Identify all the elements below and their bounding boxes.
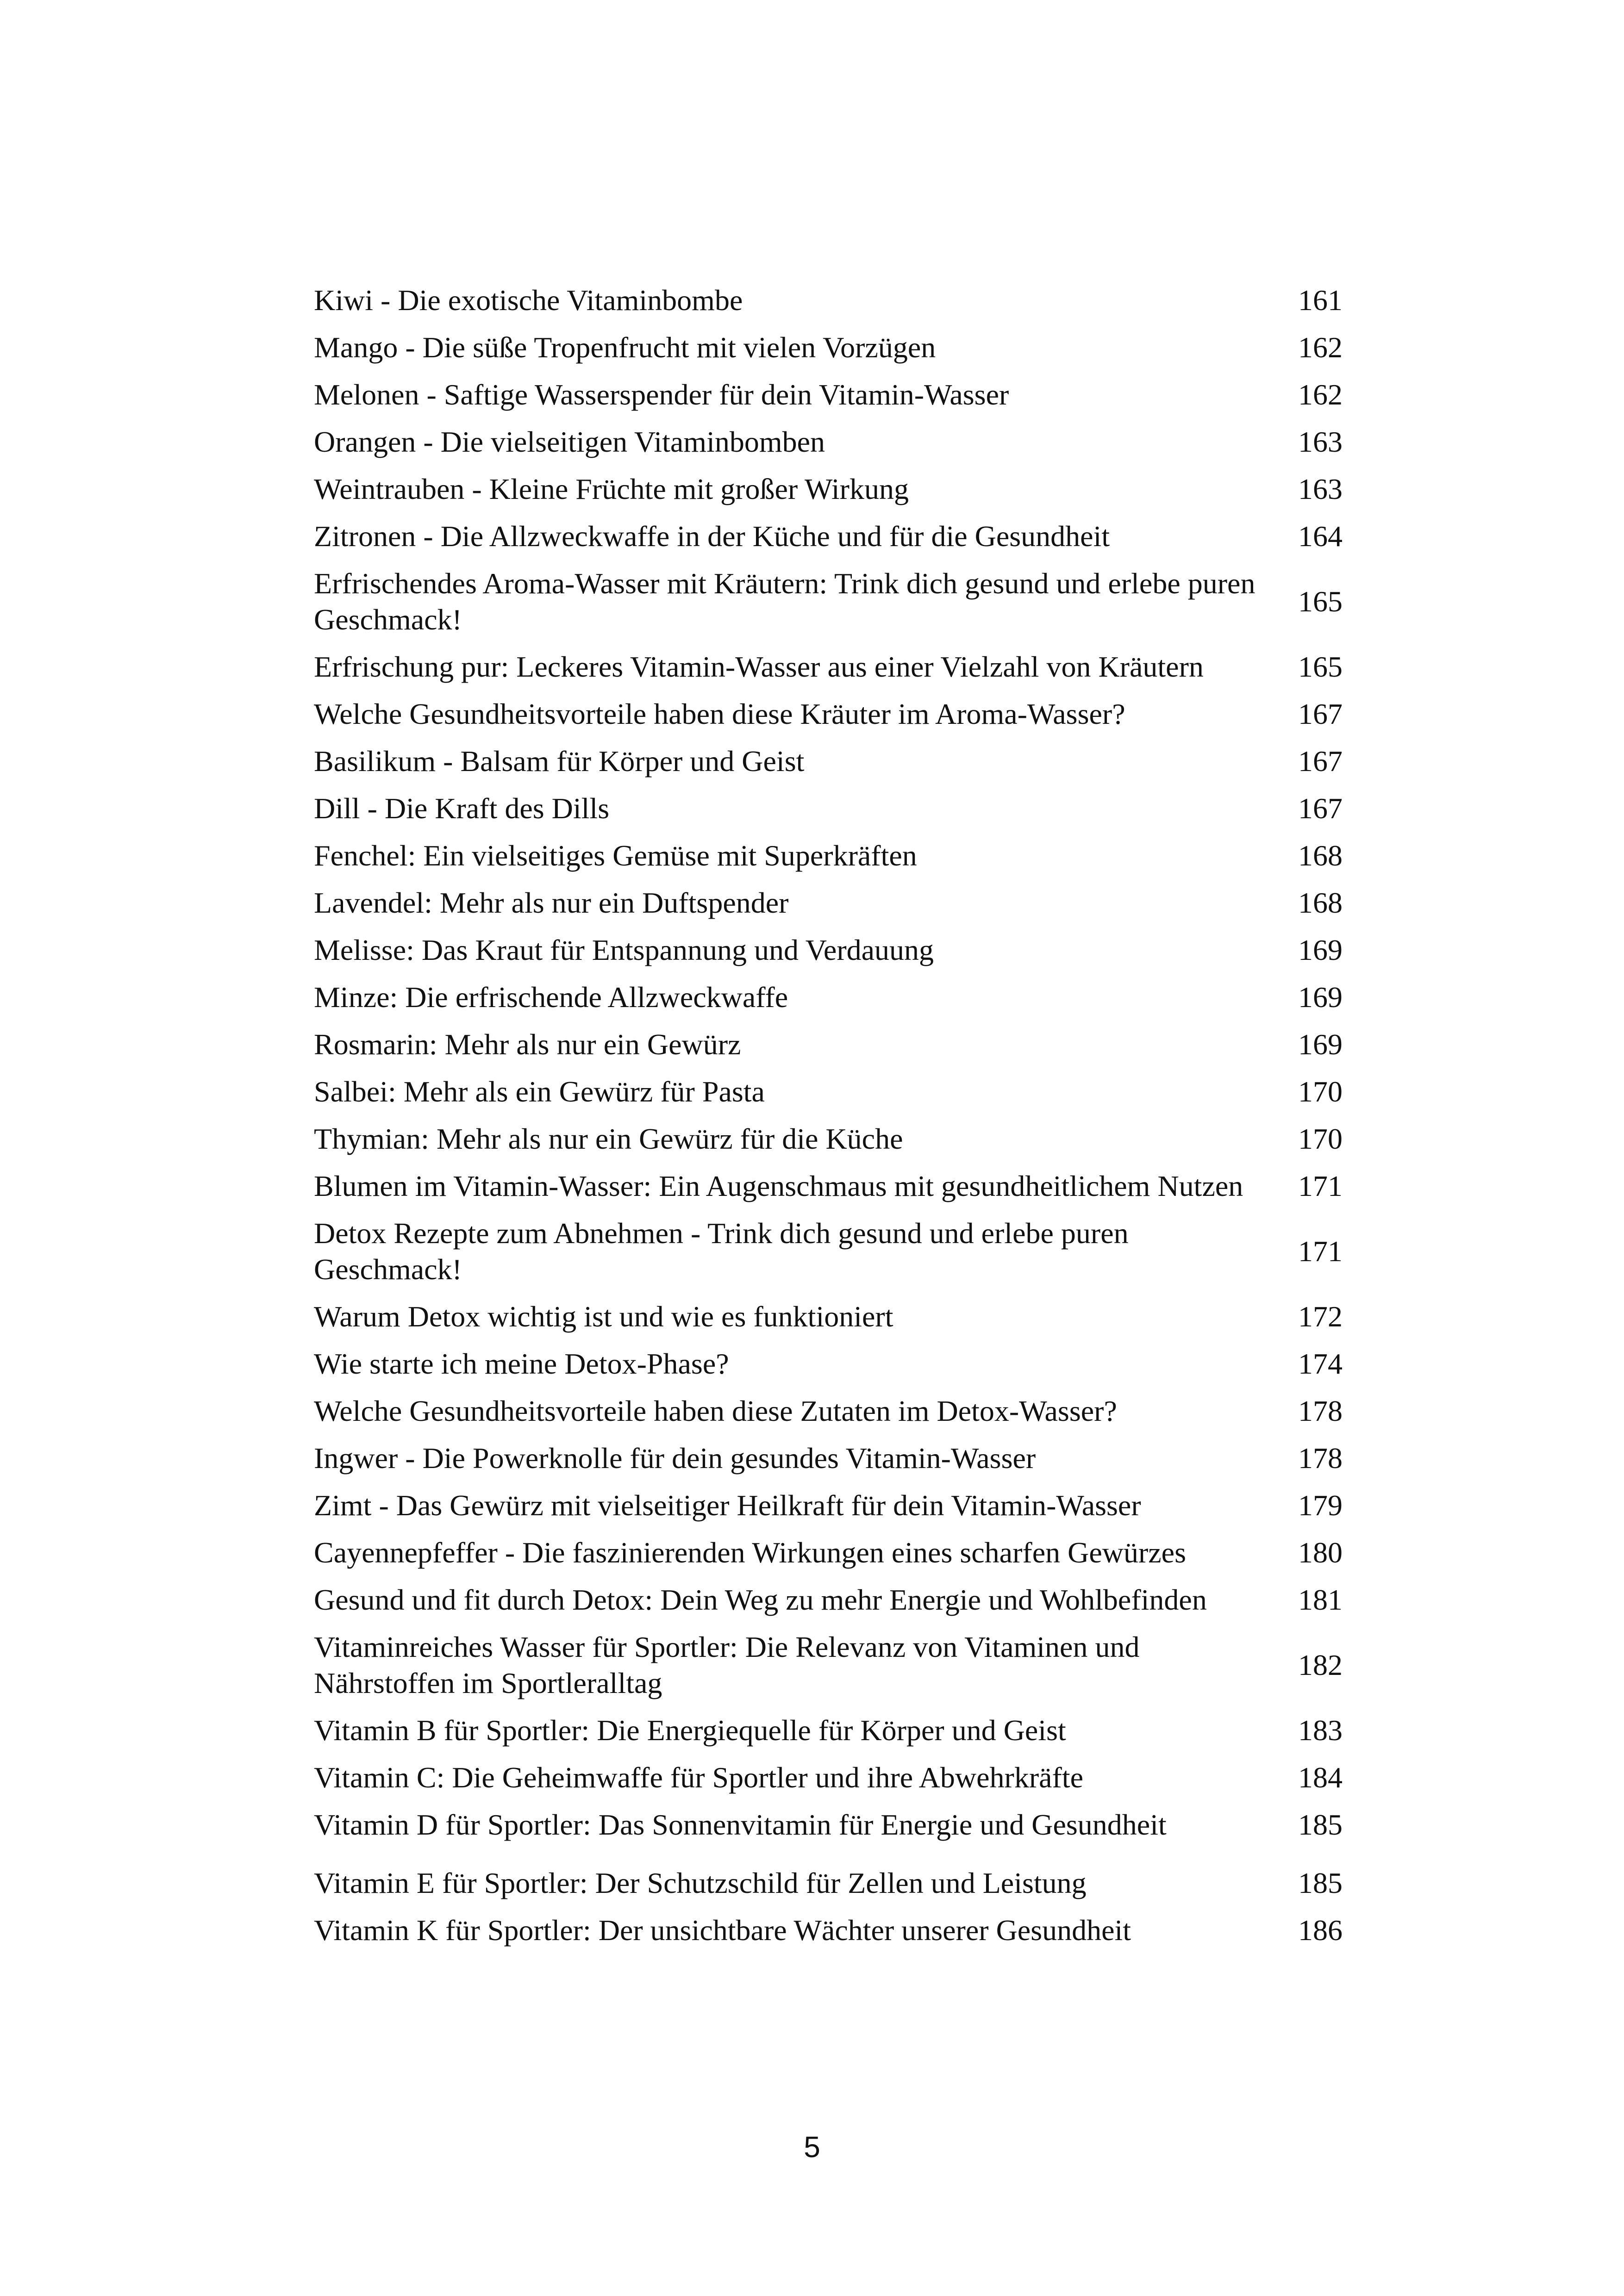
toc-entry-page: 170 (1298, 1075, 1343, 1108)
toc-entry-page: 181 (1298, 1583, 1343, 1616)
toc-entry-title: Melisse: Das Kraut für Entspannung und Verdauung (314, 933, 934, 966)
toc-entry[interactable] (314, 1393, 1343, 1429)
toc-entry[interactable] (314, 1440, 1343, 1476)
toc-entry-title: Zitronen - Die Allzweckwaffe in der Küche und für die Gesundheit (314, 520, 1110, 553)
toc-entry-title: Rosmarin: Mehr als nur ein Gewürz (314, 1028, 741, 1061)
toc-entry-page: 172 (1298, 1300, 1343, 1333)
toc-entry-title: Weintrauben - Kleine Früchte mit großer Wirkung (314, 473, 909, 505)
toc-entry-page: 167 (1298, 792, 1343, 825)
toc-entry-title: Cayennepfeffer - Die faszinierenden Wirkungen eines scharfen Gewürzes (314, 1536, 1186, 1569)
toc-entry[interactable] (314, 566, 1343, 638)
page-number: 5 (804, 2130, 820, 2164)
toc-entry-title: Vitamin D für Sportler: Das Sonnenvitamin für Energie und Gesundheit (314, 1808, 1167, 1841)
toc-entry[interactable] (314, 1912, 1343, 1948)
toc-entry-page: 163 (1298, 425, 1343, 458)
toc-entry-page: 161 (1298, 284, 1343, 317)
toc-entry-title: Wie starte ich meine Detox-Phase? (314, 1347, 729, 1380)
toc-entry[interactable] (314, 1074, 1343, 1110)
toc-entry-title: Melonen - Saftige Wasserspender für dein Vitamin-Wasser (314, 378, 1009, 411)
toc-entry[interactable] (314, 1807, 1343, 1843)
toc-entry-page: 168 (1298, 839, 1343, 872)
toc-entry-page: 169 (1298, 981, 1343, 1014)
toc-entry-title: Fenchel: Ein vielseitiges Gemüse mit Superkräften (314, 839, 917, 872)
toc-entry-title: Basilikum - Balsam für Körper und Geist (314, 745, 805, 778)
toc-entry-title: Vitamin B für Sportler: Die Energiequelle für Körper und Geist (314, 1714, 1066, 1747)
toc-entry-page: 167 (1298, 745, 1343, 778)
toc-entry[interactable] (314, 1865, 1343, 1901)
toc-entry-title: Blumen im Vitamin-Wasser: Ein Augenschmaus mit gesundheitlichem Nutzen (314, 1170, 1243, 1202)
toc-entry-page: 162 (1298, 378, 1343, 411)
toc-entry[interactable] (314, 1712, 1343, 1748)
toc-entry[interactable] (314, 1346, 1343, 1382)
toc-entry[interactable] (314, 1487, 1343, 1524)
toc-entry-page: 186 (1298, 1914, 1343, 1947)
toc-entry[interactable] (314, 1535, 1343, 1571)
toc-entry-title: Detox Rezepte zum Abnehmen - Trink dich gesund und erlebe puren Geschmack! (314, 1217, 1129, 1286)
toc-entry-page: 169 (1298, 933, 1343, 966)
toc-entry-page: 178 (1298, 1442, 1343, 1475)
toc-entry[interactable] (314, 790, 1343, 827)
toc-entry-page: 165 (1298, 585, 1343, 618)
toc-entry-page: 168 (1298, 886, 1343, 919)
toc-entry-title: Warum Detox wichtig ist und wie es funktioniert (314, 1300, 893, 1333)
toc-entry-title: Erfrischendes Aroma-Wasser mit Kräutern: Trink dich gesund und erlebe puren Geschmack! (314, 567, 1255, 636)
toc-entry-page: 183 (1298, 1714, 1343, 1747)
toc-entry-title: Zimt - Das Gewürz mit vielseitiger Heilkraft für dein Vitamin-Wasser (314, 1489, 1141, 1522)
toc-entry[interactable] (314, 471, 1343, 507)
toc-entry-title: Vitamin E für Sportler: Der Schutzschild für Zellen und Leistung (314, 1867, 1087, 1899)
toc-entry-page: 185 (1298, 1867, 1343, 1899)
toc-entry[interactable] (314, 1027, 1343, 1063)
toc-entry[interactable] (314, 518, 1343, 554)
toc-entry[interactable] (314, 1629, 1343, 1701)
toc-entry[interactable] (314, 979, 1343, 1015)
toc-entry-title: Thymian: Mehr als nur ein Gewürz für die Küche (314, 1122, 903, 1155)
toc-entry-page: 178 (1298, 1394, 1343, 1427)
toc-entry-page: 162 (1298, 331, 1343, 364)
toc-entry-title: Ingwer - Die Powerknolle für dein gesundes Vitamin-Wasser (314, 1442, 1036, 1475)
toc-entry[interactable] (314, 743, 1343, 779)
toc-entry-title: Lavendel: Mehr als nur ein Duftspender (314, 886, 789, 919)
toc-entry-title: Vitamin C: Die Geheimwaffe für Sportler und ihre Abwehrkräfte (314, 1761, 1084, 1794)
toc-entry-title: Orangen - Die vielseitigen Vitaminbomben (314, 425, 825, 458)
toc-entry-page: 170 (1298, 1122, 1343, 1155)
toc-entry[interactable] (314, 1299, 1343, 1335)
toc-entry-page: 174 (1298, 1347, 1343, 1380)
toc-entry[interactable] (314, 1215, 1343, 1288)
toc-entry[interactable] (314, 282, 1343, 318)
toc-entry-title: Kiwi - Die exotische Vitaminbombe (314, 284, 743, 317)
toc-entry-title: Erfrischung pur: Leckeres Vitamin-Wasser aus einer Vielzahl von Kräutern (314, 650, 1204, 683)
toc-entry[interactable] (314, 838, 1343, 874)
toc-entry[interactable] (314, 424, 1343, 460)
toc-entry-title: Vitaminreiches Wasser für Sportler: Die Relevanz von Vitaminen und Nährstoffen im Sportleralltag (314, 1630, 1140, 1699)
toc-entry-title: Minze: Die erfrischende Allzweckwaffe (314, 981, 788, 1014)
toc-entry[interactable] (314, 1760, 1343, 1796)
table-of-contents (314, 282, 1343, 1960)
toc-entry-page: 184 (1298, 1761, 1343, 1794)
toc-entry-title: Dill - Die Kraft des Dills (314, 792, 610, 825)
toc-entry-title: Welche Gesundheitsvorteile haben diese Kräuter im Aroma-Wasser? (314, 697, 1125, 730)
toc-entry-page: 169 (1298, 1028, 1343, 1061)
toc-entry-title: Welche Gesundheitsvorteile haben diese Zutaten im Detox-Wasser? (314, 1394, 1117, 1427)
toc-entry-page: 165 (1298, 650, 1343, 683)
toc-entry-page: 171 (1298, 1170, 1343, 1202)
toc-entry-title: Salbei: Mehr als ein Gewürz für Pasta (314, 1075, 765, 1108)
toc-entry[interactable] (314, 649, 1343, 685)
toc-entry[interactable] (314, 932, 1343, 968)
toc-entry[interactable] (314, 1121, 1343, 1157)
toc-entry-page: 171 (1298, 1235, 1343, 1268)
toc-entry-title: Mango - Die süße Tropenfrucht mit vielen Vorzügen (314, 331, 936, 364)
toc-entry-title: Vitamin K für Sportler: Der unsichtbare Wächter unserer Gesundheit (314, 1914, 1131, 1947)
toc-entry-page: 164 (1298, 520, 1343, 553)
toc-entry-page: 163 (1298, 473, 1343, 505)
toc-entry[interactable] (314, 1168, 1343, 1204)
toc-entry[interactable] (314, 1582, 1343, 1618)
toc-entry[interactable] (314, 696, 1343, 732)
toc-entry-page: 182 (1298, 1649, 1343, 1681)
toc-entry[interactable] (314, 885, 1343, 921)
toc-entry-page: 180 (1298, 1536, 1343, 1569)
toc-entry-page: 179 (1298, 1489, 1343, 1522)
toc-entry-page: 185 (1298, 1808, 1343, 1841)
toc-entry-title: Gesund und fit durch Detox: Dein Weg zu mehr Energie und Wohlbefinden (314, 1583, 1207, 1616)
toc-entry-page: 167 (1298, 697, 1343, 730)
toc-entry[interactable] (314, 377, 1343, 413)
toc-entry[interactable] (314, 330, 1343, 366)
